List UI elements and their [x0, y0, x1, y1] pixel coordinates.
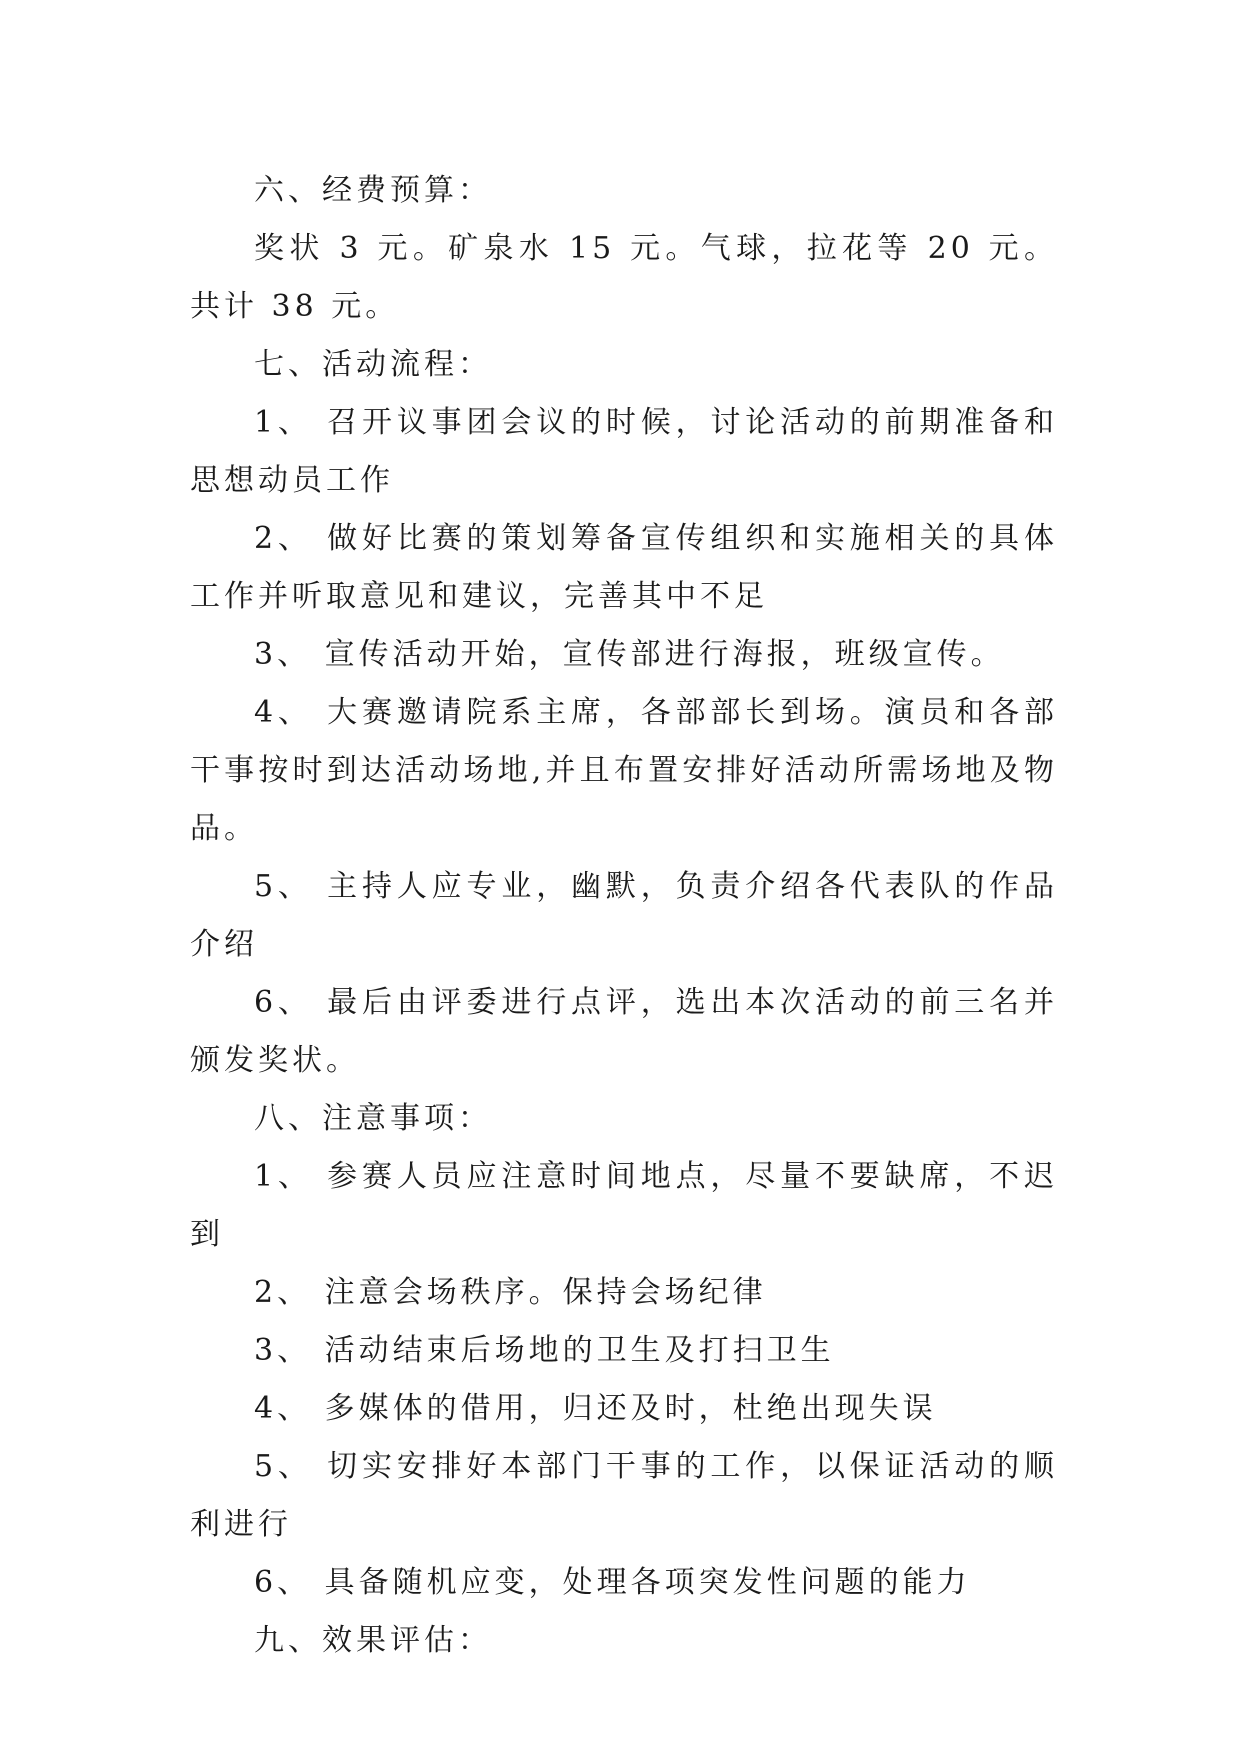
notes-item: 6、 具备随机应变，处理各项突发性问题的能力 — [254, 1565, 971, 1600]
document-body — [190, 162, 1058, 1670]
process-item: 3、 宣传活动开始，宣传部进行海报，班级宣传。 — [254, 637, 1005, 672]
section-heading-evaluation: 九、效果评估： — [254, 1623, 492, 1658]
section-heading-process: 七、活动流程： — [254, 347, 492, 382]
section-heading-notes: 八、注意事项： — [254, 1101, 492, 1136]
notes-item: 1、 参赛人员应注意时间地点，尽量不要缺席，不迟到 — [190, 1159, 1058, 1252]
process-item: 4、 大赛邀请院系主席，各部部长到场。演员和各部干事按时到达活动场地,并且布置安排好活动所需场地及物品。 — [190, 695, 1058, 846]
process-item: 1、 召开议事团会议的时候，讨论活动的前期准备和思想动员工作 — [190, 405, 1058, 498]
budget-text: 奖状 3 元。矿泉水 15 元。气球，拉花等 20 元。共计 38 元。 — [190, 231, 1058, 324]
section-heading-budget: 六、经费预算： — [254, 173, 492, 208]
process-item: 2、 做好比赛的策划筹备宣传组织和实施相关的具体工作并听取意见和建议，完善其中不足 — [190, 521, 1058, 614]
notes-item: 2、 注意会场秩序。保持会场纪律 — [254, 1275, 767, 1310]
process-item: 6、 最后由评委进行点评，选出本次活动的前三名并颁发奖状。 — [190, 985, 1058, 1078]
notes-item: 4、 多媒体的借用，归还及时，杜绝出现失误 — [254, 1391, 937, 1426]
notes-item: 5、 切实安排好本部门干事的工作，以保证活动的顺利进行 — [190, 1449, 1058, 1542]
process-item: 5、 主持人应专业，幽默，负责介绍各代表队的作品介绍 — [190, 869, 1058, 962]
notes-item: 3、 活动结束后场地的卫生及打扫卫生 — [254, 1333, 835, 1368]
